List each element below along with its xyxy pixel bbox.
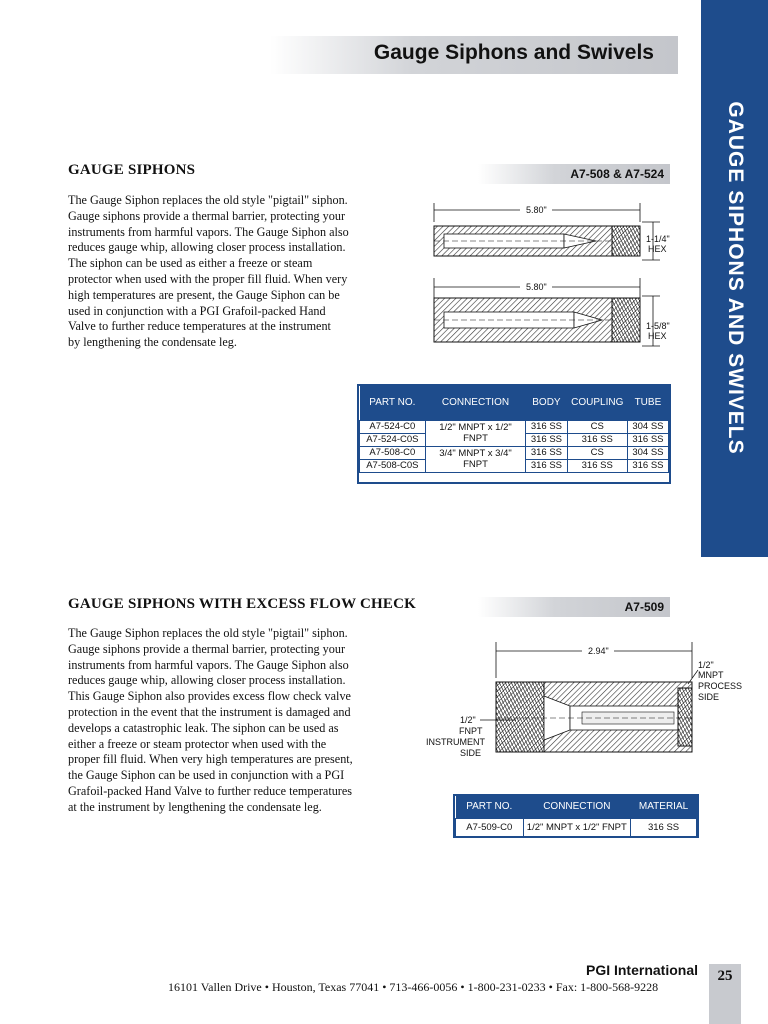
part-number: A7-508-C0S xyxy=(360,459,426,472)
part-number: A7-509-C0 xyxy=(456,818,524,836)
part-number: A7-524-C0 xyxy=(360,420,426,433)
model-tag-a7-509: A7-509 xyxy=(478,597,670,617)
material-cell: 316 SS xyxy=(631,818,697,836)
col-connection: CONNECTION xyxy=(425,386,526,420)
table-header-row xyxy=(456,796,697,818)
text-line: Gauge siphons provide a thermal barrier, protecting your xyxy=(68,641,346,656)
coupling-material: 316 SS xyxy=(567,433,627,446)
bottom-length-label: 5.80" xyxy=(526,282,547,292)
connection-cell: 1/2" MNPT x 1/2" FNPT xyxy=(425,420,526,446)
text-line: Gauge siphons provide a thermal barrier, protecting your xyxy=(68,208,346,223)
length-label: 2.94" xyxy=(588,646,609,656)
text-line: high temperatures are present, the Gauge Siphon can be xyxy=(68,287,340,302)
spec-table-a7-508 xyxy=(359,386,669,473)
text-line: This Gauge Siphon also provides excess flow check valve xyxy=(68,689,351,704)
title-bar xyxy=(270,36,678,74)
siphon-diagram-a7-508 xyxy=(420,198,680,358)
part-number: A7-508-C0 xyxy=(360,446,426,459)
col-body: BODY xyxy=(526,386,567,420)
tube-material: 304 SS xyxy=(627,420,668,433)
col-part-no: PART NO. xyxy=(360,386,426,420)
instrument-word: INSTRUMENT xyxy=(426,737,485,747)
table-row xyxy=(360,420,669,433)
process-size: 1/2" xyxy=(698,660,714,670)
connection-cell: 3/4" MNPT x 3/4" FNPT xyxy=(425,446,526,472)
instrument-side: SIDE xyxy=(460,748,482,758)
tube-material: 316 SS xyxy=(627,433,668,446)
text-line: by lengthening the condensate leg. xyxy=(68,335,237,350)
col-tube: TUBE xyxy=(627,386,668,420)
body-material: 316 SS xyxy=(526,459,567,472)
col-coupling: COUPLING xyxy=(567,386,627,420)
body-material: 316 SS xyxy=(526,420,567,433)
instrument-thread: FNPT xyxy=(459,726,483,736)
top-length-label: 5.80" xyxy=(526,205,547,215)
text-line: protector when used with the proper fill fluid. When very xyxy=(68,271,348,286)
side-tab xyxy=(701,0,768,557)
text-line: at the instrument by lengthening the condensate leg. xyxy=(68,799,322,814)
process-side: SIDE xyxy=(698,692,720,702)
bottom-hex-label: HEX xyxy=(648,331,667,341)
section1-body-text xyxy=(68,193,396,351)
text-line: protection in the event that the instrument is damaged and xyxy=(68,704,351,719)
siphon-diagram-a7-509 xyxy=(420,638,755,768)
footer-brand: PGI International xyxy=(585,962,698,978)
text-line: develops a catastrophic leak. The siphon can be used as xyxy=(68,720,339,735)
table-row xyxy=(456,818,697,836)
process-thread: MNPT xyxy=(698,670,724,680)
text-line: The Gauge Siphon replaces the old style "pigtail" siphon. xyxy=(68,626,348,640)
tube-material: 316 SS xyxy=(627,459,668,472)
coupling-material: CS xyxy=(567,420,627,433)
text-line: reduces gauge whip, allowing closer process installation. xyxy=(68,673,346,688)
part-number: A7-524-C0S xyxy=(360,433,426,446)
section-heading-excess-flow: GAUGE SIPHONS WITH EXCESS FLOW CHECK xyxy=(68,596,416,612)
text-line: instruments from harmful vapors. The Gauge Siphon also xyxy=(68,657,349,672)
connection-cell: 1/2" MNPT x 1/2" FNPT xyxy=(523,818,631,836)
table-row xyxy=(360,446,669,459)
footer-address: 16101 Vallen Drive • Houston, Texas 77041 • 713-466-0056 • 1-800-231-0233 • Fax: 1-800-568-9228 xyxy=(168,980,659,994)
section2-body-text xyxy=(68,626,396,816)
coupling-material: 316 SS xyxy=(567,459,627,472)
top-hex-label: HEX xyxy=(648,244,667,254)
col-connection: CONNECTION xyxy=(523,796,631,818)
tube-material: 304 SS xyxy=(627,446,668,459)
bottom-hex-size: 1-5/8" xyxy=(646,321,670,331)
text-line: The Gauge Siphon replaces the old style "pigtail" siphon. xyxy=(68,193,348,207)
spec-table-a7-509 xyxy=(455,796,697,837)
process-word: PROCESS xyxy=(698,681,743,691)
text-line: used in conjunction with a PGI Grafoil-packed Hand xyxy=(68,303,326,318)
page-number: 25 xyxy=(717,968,733,984)
text-line: Valve to further reduce temperatures at the instrument xyxy=(68,319,331,334)
instrument-size: 1/2" xyxy=(460,715,476,725)
top-hex-size: 1-1/4" xyxy=(646,234,670,244)
text-line: proper fill fluid. When very high temperatures are present, xyxy=(68,752,353,767)
text-line: reduces gauge whip, allowing closer process installation. xyxy=(68,240,346,255)
text-line: The siphon can be used as either a freeze or steam xyxy=(68,256,313,271)
col-material: MATERIAL xyxy=(631,796,697,818)
col-part-no: PART NO. xyxy=(456,796,524,818)
section-heading-gauge-siphons: GAUGE SIPHONS xyxy=(68,162,196,178)
text-line: Grafoil-packed Hand Valve to further reduce temperatures xyxy=(68,783,353,798)
table-header-row xyxy=(360,386,669,420)
page-number-box xyxy=(709,964,741,1024)
model-tag-a7-508: A7-508 & A7-524 xyxy=(478,164,670,184)
text-line: the Gauge Siphon can be used in conjunction with a PGI xyxy=(68,768,345,783)
side-tab-text: GAUGE SIPHONS AND SWIVELS xyxy=(724,101,747,455)
coupling-material: CS xyxy=(567,446,627,459)
text-line: instruments from harmful vapors. The Gauge Siphon also xyxy=(68,224,349,239)
text-line: either a freeze or steam protector when used with the xyxy=(68,736,327,751)
body-material: 316 SS xyxy=(526,446,567,459)
body-material: 316 SS xyxy=(526,433,567,446)
page-title: Gauge Siphons and Swivels xyxy=(373,41,654,64)
